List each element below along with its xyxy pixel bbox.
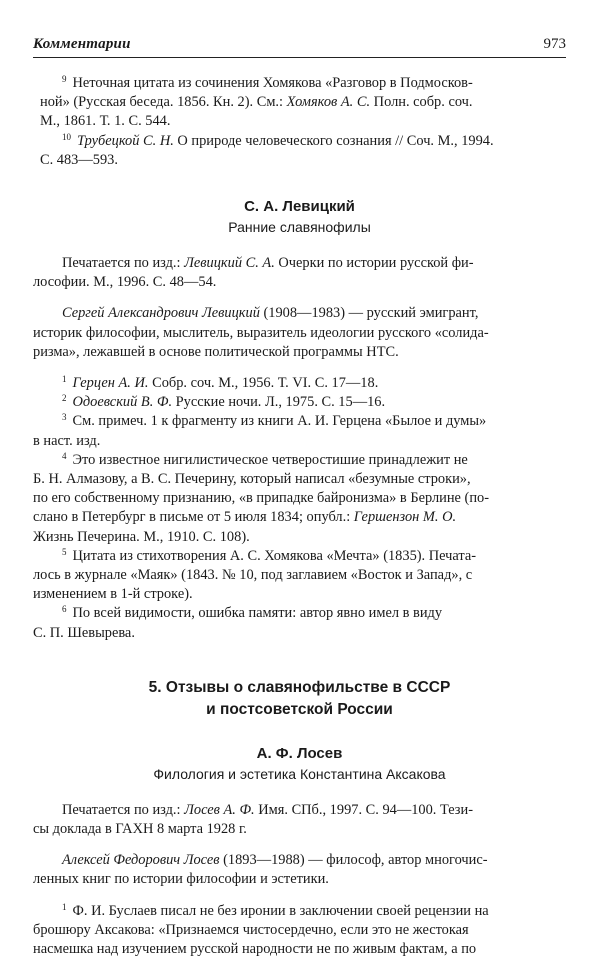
levitsky-note-3: $^3$ См. примеч. 1 к фрагменту из книги А. И. Герцена «Былое и думы» в наст. изд. xyxy=(33,412,487,449)
work-title-levitsky: Ранние славянофилы xyxy=(228,219,371,236)
running-title: Комментарии xyxy=(33,36,131,52)
levitsky-note-5: $^5$ Цитата из стихотворения А. С. Хомякова «Мечта» (1835). Печата- лось в журнале «Маяк» (1843. № 10, под заглавием «Восток и Запад», с изменением в 1-й строке). xyxy=(33,546,477,603)
bio-levitsky: Сергей Александрович Левицкий (1908—1983) — русский эмигрант, историк философии, мыслитель, выразитель идеологии русского «солида- ризма», лежавшей в основе политической программы НТС. xyxy=(33,305,489,360)
levitsky-note-1: $^1$ Герцен А. И. Собр. соч. М., 1956. Т. VI. С. 17—18. xyxy=(62,374,379,392)
author-heading-levitsky: С. А. Левицкий xyxy=(244,198,355,216)
work-title-losev: Филология и эстетика Константина Аксакова xyxy=(153,765,446,782)
levitsky-note-4: $^4$ Это известное нигилистическое четверостишие принадлежит не Б. Н. Алмазову, а В. С. Печерину, который написал «безумные строки», по его собственному признанию, «в припадке байронизма» в Берлине (по- слано в Петербург в письме от 5 июля 1834; опубл.: Гершензон М. О. Жизнь Печерина. М., 1910. С. 108). xyxy=(33,450,490,545)
footnote-10: $^{10}$ Трубецкой С. Н. О природе человеческого сознания // Соч. М., 1994. С. 483—593. xyxy=(40,131,494,168)
running-header xyxy=(33,34,566,56)
losev-note-1: $^1$ Ф. И. Буслаев писал не без иронии в заключении своей рецензии на брошюру Аксакова: «Признаемся чистосердечно, если это не жестокая насмешка над изучением русской народности не по живым фактам, а по xyxy=(33,901,489,958)
author-heading-losev: А. Ф. Лосев xyxy=(256,744,343,762)
footnote-9: $^9$ Неточная цитата из сочинения Хомякова «Разговор в Подмосков- ной» (Русская беседа. 1856. Кн. 2). См.: Хомяков А. С. Полн. собр. соч. М., 1861. Т. 1. С. 544. xyxy=(40,74,473,130)
source-note-losev: Печатается по изд.: Лосев А. Ф. Имя. СПб., 1997. С. 94—100. Тези- сы доклада в ГАХН 8 марта 1928 г. xyxy=(33,801,473,838)
levitsky-note-2: $^2$ Одоевский В. Ф. Русские ночи. Л., 1975. С. 15—16. xyxy=(62,393,386,411)
header-rule xyxy=(33,57,566,58)
bio-losev: Алексей Федорович Лосев (1893—1988) — философ, автор многочис- ленных книг по истории философии и эстетики. xyxy=(33,852,488,888)
page-body xyxy=(33,74,565,959)
levitsky-note-6: $^6$ По всей видимости, ошибка памяти: автор явно имел в виду С. П. Шевырева. xyxy=(33,604,443,641)
source-note-levitsky: Печатается по изд.: Левицкий С. А. Очерки по истории русской фи- лософии. М., 1996. С. 48—54. xyxy=(33,255,474,291)
section-5-title: 5. Отзывы о славянофильстве в СССР и постсоветской России xyxy=(148,678,451,718)
page-number: 973 xyxy=(543,36,566,52)
